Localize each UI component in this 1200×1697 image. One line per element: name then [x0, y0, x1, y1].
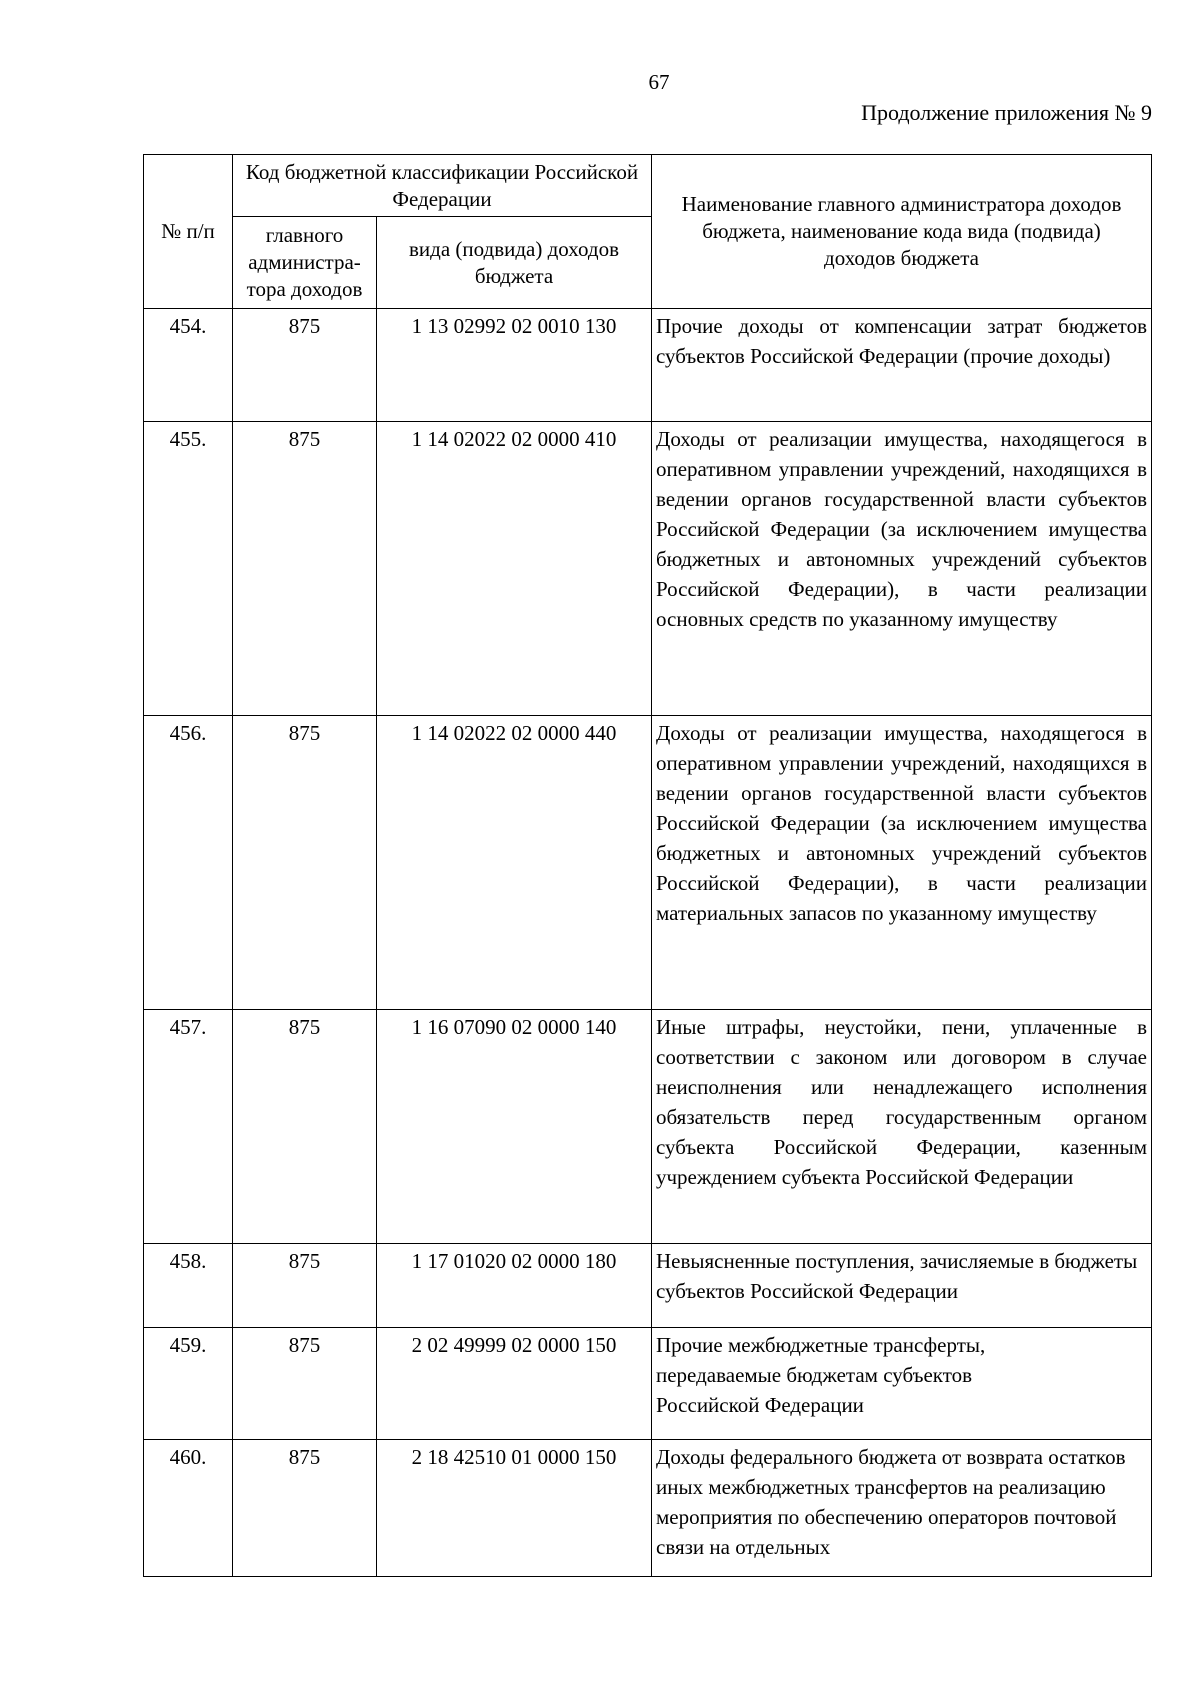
row-number: 460.	[144, 1440, 233, 1577]
header-revenue-type-code: вида (подвида) доходов бюджета	[377, 217, 652, 309]
row-number: 459.	[144, 1328, 233, 1440]
row-name: Иные штрафы, неустойки, пени, уплаченные в соответствии с законом или договором в случае неисполнения или ненадлежащего исполнения обязательств перед государственным органом субъекта Российской Федерации, казенным учреждением субъекта Российской Федерации	[652, 1010, 1152, 1244]
table-row	[144, 1440, 1152, 1577]
row-revenue-code: 1 17 01020 02 0000 180	[377, 1244, 652, 1328]
row-admin-code: 875	[233, 1440, 377, 1577]
row-number: 455.	[144, 422, 233, 716]
row-revenue-code: 2 18 42510 01 0000 150	[377, 1440, 652, 1577]
row-name: Прочие доходы от компенсации затрат бюджетов субъектов Российской Федерации (прочие доходы)	[652, 309, 1152, 422]
row-name: Невыясненные поступления, зачисляемые в бюджеты субъектов Российской Федерации	[652, 1244, 1152, 1328]
row-revenue-code: 2 02 49999 02 0000 150	[377, 1328, 652, 1440]
row-name: Доходы от реализации имущества, находящегося в оперативном управлении учреждений, находящихся в ведении органов государственной власти субъектов Российской Федерации (за исключением имущества бюджетных и автономных учреждений субъектов Российской Федерации), в части реализации материальных запасов по указанному имуществу	[652, 716, 1152, 1010]
row-revenue-code: 1 14 02022 02 0000 410	[377, 422, 652, 716]
header-name: Наименование главного администратора доходов бюджета, наименование кода вида (подвида) доходов бюджета	[652, 155, 1152, 309]
row-name: Доходы федерального бюджета от возврата остатков иных межбюджетных трансфертов на реализацию мероприятия по обеспечению операторов почтовой связи на отдельных	[652, 1440, 1152, 1577]
row-number: 454.	[144, 309, 233, 422]
table-row	[144, 422, 1152, 716]
header-number: № п/п	[144, 155, 233, 309]
table-row	[144, 1010, 1152, 1244]
table-row	[144, 716, 1152, 1010]
row-number: 457.	[144, 1010, 233, 1244]
table-row	[144, 1244, 1152, 1328]
appendix-continuation-label: Продолжение приложения № 9	[861, 100, 1152, 125]
row-admin-code: 875	[233, 309, 377, 422]
page-number: 67	[648, 70, 670, 94]
row-admin-code: 875	[233, 422, 377, 716]
table-row	[144, 309, 1152, 422]
row-revenue-code: 1 16 07090 02 0000 140	[377, 1010, 652, 1244]
header-classification-code: Код бюджетной классификации Российской Федерации	[233, 155, 652, 217]
row-number: 458.	[144, 1244, 233, 1328]
table-row	[144, 1328, 1152, 1440]
row-admin-code: 875	[233, 1010, 377, 1244]
revenue-classification-table	[143, 154, 1152, 1577]
row-admin-code: 875	[233, 1328, 377, 1440]
row-name: Доходы от реализации имущества, находящегося в оперативном управлении учреждений, находящихся в ведении органов государственной власти субъектов Российской Федерации (за исключением имущества бюджетных и автономных учреждений субъектов Российской Федерации), в части реализации основных средств по указанному имуществу	[652, 422, 1152, 716]
row-revenue-code: 1 13 02992 02 0010 130	[377, 309, 652, 422]
row-admin-code: 875	[233, 716, 377, 1010]
row-admin-code: 875	[233, 1244, 377, 1328]
row-revenue-code: 1 14 02022 02 0000 440	[377, 716, 652, 1010]
header-admin-code: главного администра-тора доходов	[233, 217, 377, 309]
row-number: 456.	[144, 716, 233, 1010]
row-name: Прочие межбюджетные трансферты, передаваемые бюджетам субъектов Российской Федерации	[652, 1328, 1152, 1440]
